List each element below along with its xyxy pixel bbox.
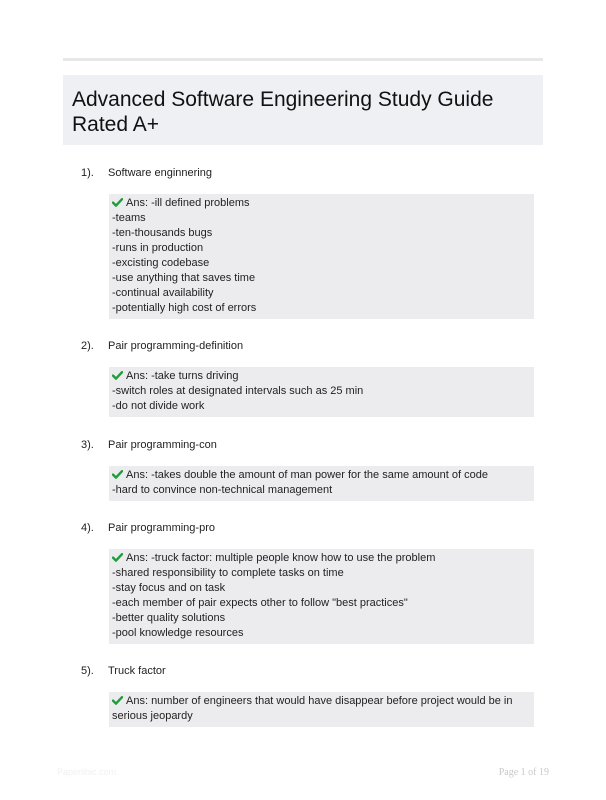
answer-line: -excisting codebase [112,257,210,269]
answer-line: Ans: -takes double the amount of man power for the same amount of code [126,469,488,481]
page-indicator: Page 1 of 19 [498,767,549,778]
answer-box [109,367,534,417]
question-number: 2). [81,340,94,352]
checkmark-icon [112,198,123,207]
answer-line: -pool knowledge resources [112,627,244,639]
answer-box [109,549,534,644]
answer-line: -potentially high cost of errors [112,302,257,314]
answer-line: Ans: -truck factor: multiple people know how to use the problem [126,552,436,564]
answer-line: -ten-thousands bugs [112,227,213,239]
question-number: 4). [81,522,94,534]
qa-item-5 [81,665,541,727]
question-text: Pair programming-definition [108,340,244,352]
answer-line: -each member of pair expects other to follow "best practices" [112,597,408,609]
answer-box [109,466,534,501]
checkmark-icon [112,470,123,479]
answer-box [109,194,534,319]
question-number: 5). [81,665,94,677]
question-number: 1). [81,167,94,179]
checkmark-icon [112,553,123,562]
answer-line: -better quality solutions [112,612,226,624]
question-number: 3). [81,439,94,451]
answer-line: -use anything that saves time [112,272,256,284]
title-banner [63,75,543,145]
answer-line: -continual availability [112,287,214,299]
answer-line: Ans: -take turns driving [126,370,239,382]
qa-item-1 [81,167,541,319]
answer-line: -teams [112,212,146,224]
qa-item-2 [81,340,541,417]
top-divider [63,58,543,61]
answer-line: -shared responsibility to complete tasks on time [112,567,344,579]
answer-line: Ans: number of engineers that would have disappear before project would be in serious jeopardy [112,695,513,722]
qa-item-4 [81,522,541,644]
question-text: Pair programming-pro [108,522,215,534]
answer-line: -runs in production [112,242,204,254]
question-text: Software enginnering [108,167,212,179]
footer-watermark: Paperlibic.com [57,767,117,777]
answer-line: -hard to convince non-technical management [112,484,333,496]
answer-box [109,692,534,727]
checkmark-icon [112,696,123,705]
answer-line: -do not divide work [112,400,205,412]
question-text: Truck factor [108,665,166,677]
question-text: Pair programming-con [108,439,217,451]
qa-item-3 [81,439,541,501]
answer-line: -switch roles at designated intervals such as 25 min [112,385,364,397]
answer-line: -stay focus and on task [112,582,226,594]
answer-line: Ans: -ill defined problems [126,197,250,209]
checkmark-icon [112,371,123,380]
document-title: Advanced Software Engineering Study Guide Rated A+ [72,88,494,136]
